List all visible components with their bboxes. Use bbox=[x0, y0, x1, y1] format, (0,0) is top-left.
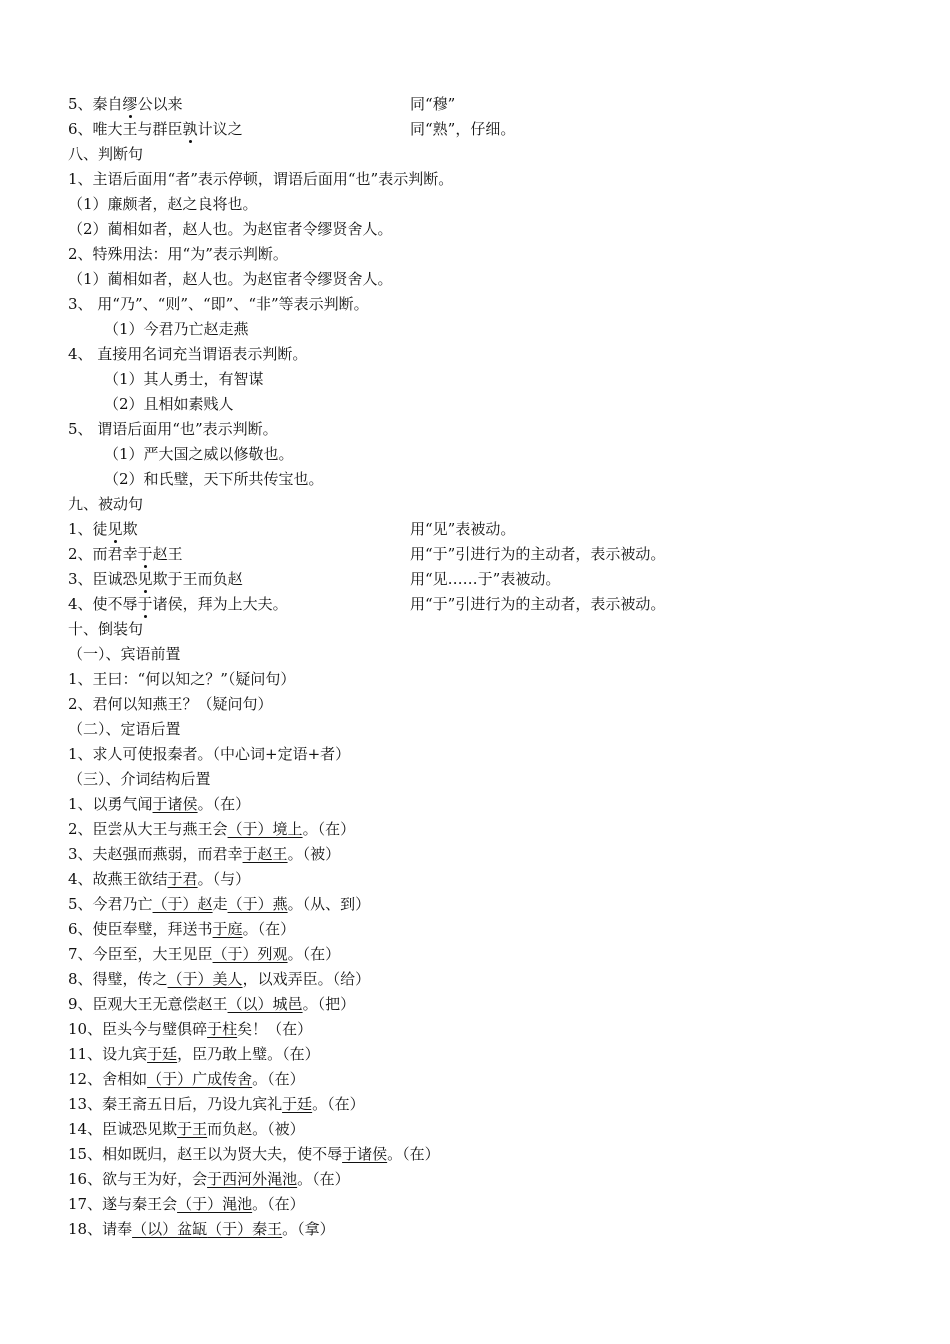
judgment-line: （1）严大国之威以修敬也。 bbox=[104, 445, 294, 463]
passive-line-2: 2、而君幸于赵王 bbox=[68, 545, 183, 563]
prep-line-18: 18、请奉（以）盆缻（于）秦王。（拿） bbox=[68, 1220, 335, 1238]
prep-line-12: 12、舍相如（于）广成传舍。（在） bbox=[68, 1070, 305, 1088]
emphasis-dot-char: 于 bbox=[137, 545, 153, 563]
prep-line-8: 8、得璧，传之（于）美人，以戏弄臣。（给） bbox=[68, 970, 371, 988]
section-heading-judgment: 八、判断句 bbox=[68, 145, 144, 163]
prep-line-14: 14、臣诚恐见欺于王而负赵。（被） bbox=[68, 1120, 305, 1138]
inversion-line: 1、王曰：“何以知之？”（疑问句） bbox=[68, 670, 296, 688]
prep-line-2: 2、臣尝从大王与燕王会（于）境上。（在） bbox=[68, 820, 356, 838]
subheading-attributive-postposed: （二）、定语后置 bbox=[68, 720, 181, 738]
emphasis-dot-char: 孰 bbox=[182, 120, 198, 138]
judgment-line: （1）蔺相如者，赵人也。为赵宦者令缪贤舍人。 bbox=[68, 270, 393, 288]
tongjia-line-5: 5、秦自缪公以来 bbox=[68, 95, 183, 113]
judgment-line: 2、特殊用法：用“为”表示判断。 bbox=[68, 245, 288, 263]
judgment-line: （2）和氏璧，天下所共传宝也。 bbox=[104, 470, 324, 488]
prep-line-1: 1、以勇气闻于诸侯。（在） bbox=[68, 795, 251, 813]
passive-line-4: 4、使不辱于诸侯，拜为上大夫。 bbox=[68, 595, 288, 613]
emphasis-dot-char: 见 bbox=[137, 570, 153, 588]
prep-line-16: 16、欲与王为好，会于西河外渑池。（在） bbox=[68, 1170, 350, 1188]
tongjia-line-6: 6、唯大王与群臣孰计议之 bbox=[68, 120, 243, 138]
judgment-line: 5、 谓语后面用“也”表示判断。 bbox=[68, 420, 278, 438]
prep-line-13: 13、秦王斋五日后，乃设九宾礼于廷。（在） bbox=[68, 1095, 365, 1113]
tongjia-note-6: 同“熟”，仔细。 bbox=[410, 120, 516, 138]
prep-line-17: 17、遂与秦王会（于）渑池。（在） bbox=[68, 1195, 305, 1213]
emphasis-dot-char: 见 bbox=[107, 520, 123, 538]
emphasis-dot-char: 于 bbox=[137, 595, 153, 613]
inversion-line: 2、君何以知燕王？（疑问句） bbox=[68, 695, 273, 713]
passive-note-3: 用“见……于”表被动。 bbox=[410, 570, 561, 588]
passive-line-1: 1、徒见欺 bbox=[68, 520, 138, 538]
passive-line-3: 3、臣诚恐见欺于王而负赵 bbox=[68, 570, 243, 588]
judgment-line: 4、 直接用名词充当谓语表示判断。 bbox=[68, 345, 308, 363]
judgment-line: （1）廉颇者，赵之良将也。 bbox=[68, 195, 258, 213]
prep-line-10: 10、臣头今与璧俱碎于柱矣！（在） bbox=[68, 1020, 313, 1038]
subheading-object-preposed: （一）、宾语前置 bbox=[68, 645, 181, 663]
tongjia-note-5: 同“穆” bbox=[410, 95, 456, 113]
subheading-prepositional-postposed: （三）、介词结构后置 bbox=[68, 770, 211, 788]
prep-line-3: 3、夫赵强而燕弱，而君幸于赵王。（被） bbox=[68, 845, 341, 863]
prep-line-7: 7、今臣至，大王见臣（于）列观。（在） bbox=[68, 945, 341, 963]
judgment-line: （2）蔺相如者，赵人也。为赵宦者令缪贤舍人。 bbox=[68, 220, 393, 238]
emphasis-dot-char: 缪 bbox=[122, 95, 138, 113]
prep-line-5: 5、今君乃亡（于）赵走（于）燕。（从、到） bbox=[68, 895, 371, 913]
section-heading-passive: 九、被动句 bbox=[68, 495, 144, 513]
judgment-line: （1）其人勇士，有智谋 bbox=[104, 370, 264, 388]
prep-line-9: 9、臣观大王无意偿赵王（以）城邑。（把） bbox=[68, 995, 356, 1013]
passive-note-2: 用“于”引进行为的主动者，表示被动。 bbox=[410, 545, 666, 563]
prep-line-15: 15、相如既归，赵王以为贤大夫，使不辱于诸侯。（在） bbox=[68, 1145, 440, 1163]
section-heading-inversion: 十、倒装句 bbox=[68, 620, 144, 638]
passive-note-4: 用“于”引进行为的主动者，表示被动。 bbox=[410, 595, 666, 613]
judgment-line: 1、主语后面用“者”表示停顿，谓语后面用“也”表示判断。 bbox=[68, 170, 454, 188]
judgment-line: （2）且相如素贱人 bbox=[104, 395, 234, 413]
prep-line-11: 11、设九宾于廷，臣乃敢上璧。（在） bbox=[68, 1045, 320, 1063]
prep-line-4: 4、故燕王欲结于君。（与） bbox=[68, 870, 251, 888]
passive-note-1: 用“见”表被动。 bbox=[410, 520, 516, 538]
inversion-line: 1、求人可使报秦者。（中心词+定语+者） bbox=[68, 745, 351, 763]
judgment-line: （1）今君乃亡赵走燕 bbox=[104, 320, 249, 338]
judgment-line: 3、 用“乃”、“则”、“即”、“非”等表示判断。 bbox=[68, 295, 369, 313]
prep-line-6: 6、使臣奉璧，拜送书于庭。（在） bbox=[68, 920, 296, 938]
